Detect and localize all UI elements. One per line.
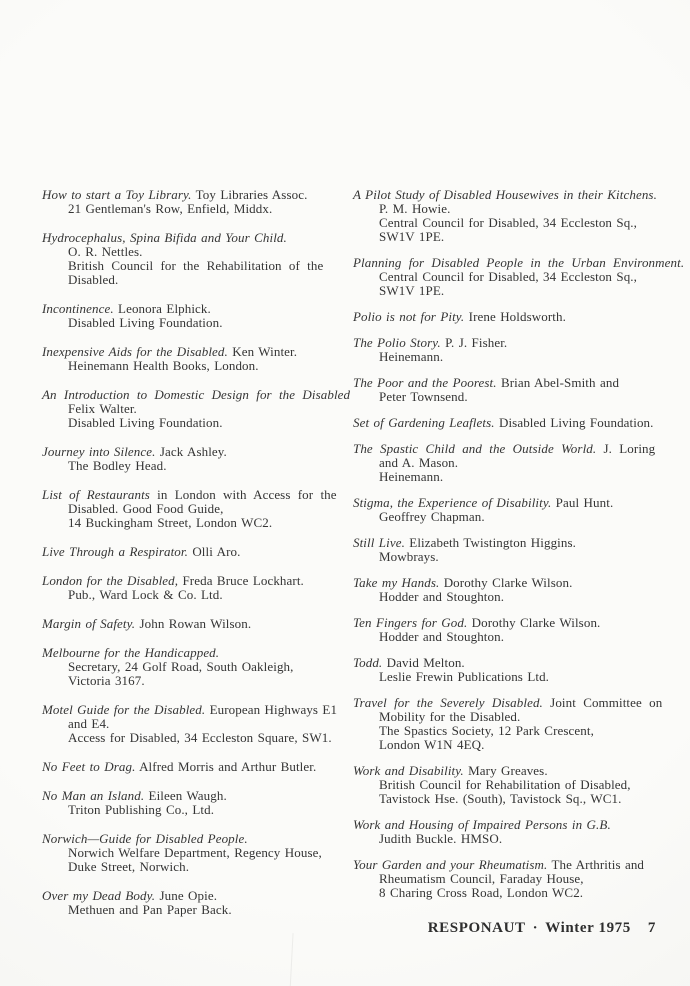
entry-line	[42, 574, 331, 588]
entry-title: Live Through a Respirator.	[42, 544, 188, 559]
entry-text: The Arthritis and	[547, 857, 645, 872]
entry-line	[42, 731, 331, 745]
entry-line	[42, 702, 338, 717]
entry-line	[42, 487, 337, 502]
bibliography-entry	[42, 387, 351, 430]
entry-line	[353, 832, 659, 846]
entry-line	[353, 536, 659, 550]
entry-line	[42, 273, 331, 287]
entry-title: List of Restaurants	[42, 487, 150, 502]
entry-line	[42, 387, 351, 402]
entry-title: Polio is not for Pity.	[353, 309, 465, 324]
entry-text: and A. Mason.	[379, 455, 459, 470]
entry-title: Journey into Silence.	[42, 444, 156, 459]
entry-text: Disabled Living Foundation.	[68, 415, 223, 430]
entry-text: Toy Libraries Assoc.	[191, 187, 308, 202]
entry-text: British Council for Rehabilitation of Disabled,	[379, 777, 631, 792]
entry-line	[353, 442, 659, 456]
bibliography-entry	[42, 345, 331, 373]
entry-line	[353, 656, 659, 670]
entry-text: Irene Holdsworth.	[464, 309, 566, 324]
column-right	[353, 187, 685, 932]
entry-text: British Council for the Rehabilitation of the	[68, 258, 324, 273]
entry-text: 8 Charing Cross Road, London WC2.	[379, 885, 584, 900]
entry-title: No Feet to Drag.	[42, 759, 136, 774]
bibliography-columns	[42, 187, 685, 932]
entry-text: Access for Disabled, 34 Eccleston Square, SW1.	[68, 730, 332, 745]
entry-text: London W1N 4EQ.	[379, 737, 485, 752]
bibliography-entry	[42, 646, 331, 688]
entry-text: Heinemann Health Books, London.	[68, 358, 259, 373]
entry-line	[353, 310, 659, 324]
entry-text: The Bodley Head.	[68, 458, 167, 473]
bibliography-entry	[353, 818, 659, 846]
entry-text: European Highways E1	[205, 702, 338, 717]
entry-line	[42, 545, 331, 559]
entry-text: Tavistock Hse. (South), Tavistock Sq., WC1.	[379, 791, 622, 806]
entry-title: How to start a Toy Library.	[42, 187, 192, 202]
entry-line	[42, 245, 331, 259]
entry-title: Melbourne for the Handicapped.	[42, 645, 220, 660]
bibliography-entry	[353, 255, 685, 298]
entry-line	[353, 390, 659, 404]
entry-title: London for the Disabled,	[42, 573, 179, 588]
bibliography-entry	[353, 656, 659, 684]
bibliography-entry	[42, 617, 331, 631]
entry-text: Mowbrays.	[379, 549, 439, 564]
entry-line	[353, 695, 663, 710]
entry-line	[353, 616, 659, 630]
entry-text: Joint Committee on	[542, 695, 663, 710]
entry-text: Heinemann.	[379, 469, 444, 484]
page-number: 7	[647, 920, 656, 936]
entry-line	[42, 402, 331, 416]
bibliography-entry	[353, 695, 663, 752]
bibliography-entry	[42, 760, 331, 774]
entry-text: P. J. Fisher.	[440, 335, 508, 350]
entry-line	[353, 416, 659, 430]
entry-line	[42, 903, 331, 917]
entry-title: Work and Disability.	[353, 763, 464, 778]
entry-line	[42, 674, 331, 688]
entry-text: Norwich Welfare Department, Regency House,	[68, 845, 322, 860]
entry-line	[42, 416, 331, 430]
entry-line	[42, 889, 331, 903]
entry-text: Eileen Waugh.	[144, 788, 227, 803]
entry-title: Margin of Safety.	[42, 616, 136, 631]
entry-line	[353, 778, 659, 792]
entry-text: Mobility for the Disabled.	[379, 709, 521, 724]
bibliography-entry	[353, 376, 659, 404]
entry-title: Norwich—Guide for Disabled People.	[42, 831, 248, 846]
entry-line	[353, 284, 659, 298]
entry-text: Pub., Ward Lock & Co. Ltd.	[68, 587, 223, 602]
entry-line	[42, 860, 331, 874]
page-footer	[428, 920, 656, 936]
entry-line	[353, 738, 659, 752]
entry-text: Dorothy Clarke Wilson.	[467, 615, 601, 630]
entry-text: O. R. Nettles.	[68, 244, 143, 259]
entry-line	[353, 590, 659, 604]
entry-text: Disabled. Good Food Guide,	[68, 501, 224, 516]
entry-text: Felix Walter.	[68, 401, 137, 416]
entry-text: Duke Street, Norwich.	[68, 859, 190, 874]
entry-line	[42, 316, 331, 330]
bibliography-entry	[353, 616, 659, 644]
bibliography-entry	[353, 536, 659, 564]
entry-line	[353, 456, 659, 470]
entry-text: Triton Publishing Co., Ltd.	[68, 802, 215, 817]
entry-text: Methuen and Pan Paper Back.	[68, 902, 232, 917]
bibliography-entry	[42, 188, 331, 216]
entry-title: A Pilot Study of Disabled Housewives in their Kitchens.	[353, 187, 657, 202]
entry-line	[42, 259, 331, 273]
entry-line	[353, 216, 659, 230]
entry-line	[42, 846, 331, 860]
entry-line	[353, 858, 659, 872]
entry-title: No Man an Island.	[42, 788, 145, 803]
bibliography-entry	[42, 487, 337, 530]
entry-line	[353, 510, 659, 524]
entry-title: Todd.	[353, 655, 383, 670]
entry-text: P. M. Howie.	[379, 201, 451, 216]
entry-line	[42, 832, 331, 846]
bibliography-entry	[42, 574, 331, 602]
entry-line	[42, 202, 331, 216]
entry-line	[42, 717, 331, 731]
bibliography-entry	[42, 702, 338, 745]
entry-title: Set of Gardening Leaflets.	[353, 415, 495, 430]
entry-line	[42, 789, 331, 803]
bibliography-entry	[42, 445, 331, 473]
entry-line	[42, 359, 331, 373]
entry-text: SW1V 1PE.	[379, 229, 445, 244]
entry-text: Dorothy Clarke Wilson.	[439, 575, 573, 590]
entry-text: Secretary, 24 Golf Road, South Oakleigh,	[68, 659, 294, 674]
entry-text: 14 Buckingham Street, London WC2.	[68, 515, 273, 530]
entry-line	[353, 336, 659, 350]
entry-text: Ken Winter.	[227, 344, 298, 359]
entry-title: Hydrocephalus, Spina Bifida and Your Child.	[42, 230, 287, 245]
entry-text: Disabled.	[68, 272, 119, 287]
bibliography-entry	[353, 858, 659, 900]
entry-title: An Introduction to Domestic Design for the Disabled	[42, 387, 351, 402]
entry-line	[42, 803, 331, 817]
page-crease	[289, 933, 293, 986]
entry-title: The Spastic Child and the Outside World.	[353, 441, 597, 456]
entry-text: David Melton.	[382, 655, 465, 670]
bibliography-entry	[42, 545, 331, 559]
bibliography-entry	[353, 442, 659, 484]
entry-text: Rheumatism Council, Faraday House,	[379, 871, 584, 886]
entry-text: Paul Hunt.	[551, 495, 614, 510]
bibliography-entry	[353, 336, 659, 364]
bibliography-entry	[42, 302, 331, 330]
entry-title: Travel for the Severely Disabled.	[353, 695, 543, 710]
entry-text: Elizabeth Twistington Higgins.	[404, 535, 576, 550]
entry-line	[42, 660, 331, 674]
entry-line	[42, 646, 331, 660]
entry-line	[353, 764, 659, 778]
entry-text: Disabled Living Foundation.	[494, 415, 654, 430]
entry-text: Geoffrey Chapman.	[379, 509, 485, 524]
entry-title: Ten Fingers for God.	[353, 615, 468, 630]
entry-line	[42, 231, 331, 245]
entry-text: Leslie Frewin Publications Ltd.	[379, 669, 550, 684]
entry-line	[353, 670, 659, 684]
entry-title: Motel Guide for the Disabled.	[42, 702, 206, 717]
entry-text: Brian Abel-Smith and	[496, 375, 620, 390]
entry-line	[42, 459, 331, 473]
entry-title: Still Live.	[353, 535, 405, 550]
entry-line	[353, 710, 659, 724]
entry-line	[42, 345, 331, 359]
entry-text: Peter Townsend.	[379, 389, 468, 404]
entry-line	[353, 576, 659, 590]
entry-text: Central Council for Disabled, 34 Eccleston Sq.,	[379, 269, 638, 284]
entry-line	[42, 502, 331, 516]
entry-text: Freda Bruce Lockhart.	[178, 573, 304, 588]
entry-line	[353, 630, 659, 644]
entry-text: and E4.	[68, 716, 110, 731]
entry-line	[353, 872, 659, 886]
entry-line	[353, 230, 659, 244]
entry-line	[353, 255, 685, 270]
entry-text: The Spastics Society, 12 Park Crescent,	[379, 723, 594, 738]
bibliography-entry	[42, 889, 331, 917]
entry-line	[353, 550, 659, 564]
column-left	[42, 187, 351, 932]
entry-title: Inexpensive Aids for the Disabled.	[42, 344, 228, 359]
entry-text: Leonora Elphick.	[113, 301, 211, 316]
entry-title: The Polio Story.	[353, 335, 441, 350]
entry-text: John Rowan Wilson.	[135, 616, 252, 631]
entry-text: Disabled Living Foundation.	[68, 315, 223, 330]
entry-line	[353, 818, 659, 832]
entry-text: Victoria 3167.	[68, 673, 145, 688]
entry-text: Central Council for Disabled, 34 Eccleston Sq.,	[379, 215, 638, 230]
bibliography-entry	[353, 764, 659, 806]
journal-name: RESPONAUT	[427, 920, 526, 936]
entry-title: Take my Hands.	[353, 575, 440, 590]
entry-line	[42, 445, 331, 459]
bibliography-entry	[353, 496, 659, 524]
bibliography-entry	[42, 789, 331, 817]
entry-line	[353, 792, 659, 806]
bibliography-entry	[353, 188, 659, 244]
entry-text: Olli Aro.	[187, 544, 241, 559]
entry-text: Heinemann.	[379, 349, 444, 364]
bibliography-entry	[42, 231, 331, 287]
issue-label: Winter 1975	[545, 920, 631, 936]
entry-line	[353, 376, 659, 390]
entry-text: in London with Access for the	[149, 487, 337, 502]
entry-text: Jack Ashley.	[155, 444, 227, 459]
entry-line	[42, 188, 331, 202]
entry-line	[353, 270, 659, 284]
bibliography-entry	[353, 310, 659, 324]
entry-line	[42, 760, 331, 774]
entry-title: Incontinence.	[42, 301, 114, 316]
entry-title: Your Garden and your Rheumatism.	[353, 857, 548, 872]
entry-title: The Poor and the Poorest.	[353, 375, 497, 390]
entry-title: Planning for Disabled People in the Urban Environment.	[353, 255, 685, 270]
entry-line	[42, 617, 331, 631]
bibliography-entry	[353, 416, 659, 430]
entry-line	[42, 588, 331, 602]
entry-text: 21 Gentleman's Row, Enfield, Middx.	[68, 201, 273, 216]
entry-text: Hodder and Stoughton.	[379, 629, 505, 644]
entry-title: Over my Dead Body.	[42, 888, 156, 903]
entry-line	[353, 350, 659, 364]
entry-text: Hodder and Stoughton.	[379, 589, 505, 604]
entry-line	[353, 724, 659, 738]
entry-line	[42, 516, 331, 530]
entry-line	[42, 302, 331, 316]
entry-text: Mary Greaves.	[463, 763, 548, 778]
bibliography-entry	[42, 832, 331, 874]
entry-line	[353, 188, 659, 202]
entry-text: Alfred Morris and Arthur Butler.	[135, 759, 317, 774]
entry-line	[353, 202, 659, 216]
bibliography-entry	[353, 576, 659, 604]
entry-title: Work and Housing of Impaired Persons in G.B.	[353, 817, 611, 832]
footer-separator: ·	[532, 920, 539, 936]
entry-text: June Opie.	[155, 888, 218, 903]
entry-line	[353, 470, 659, 484]
entry-line	[353, 886, 659, 900]
entry-title: Stigma, the Experience of Disability.	[353, 495, 552, 510]
entry-text: Judith Buckle. HMSO.	[379, 831, 503, 846]
entry-line	[353, 496, 659, 510]
entry-text: SW1V 1PE.	[379, 283, 445, 298]
entry-text: J. Loring	[596, 441, 656, 456]
